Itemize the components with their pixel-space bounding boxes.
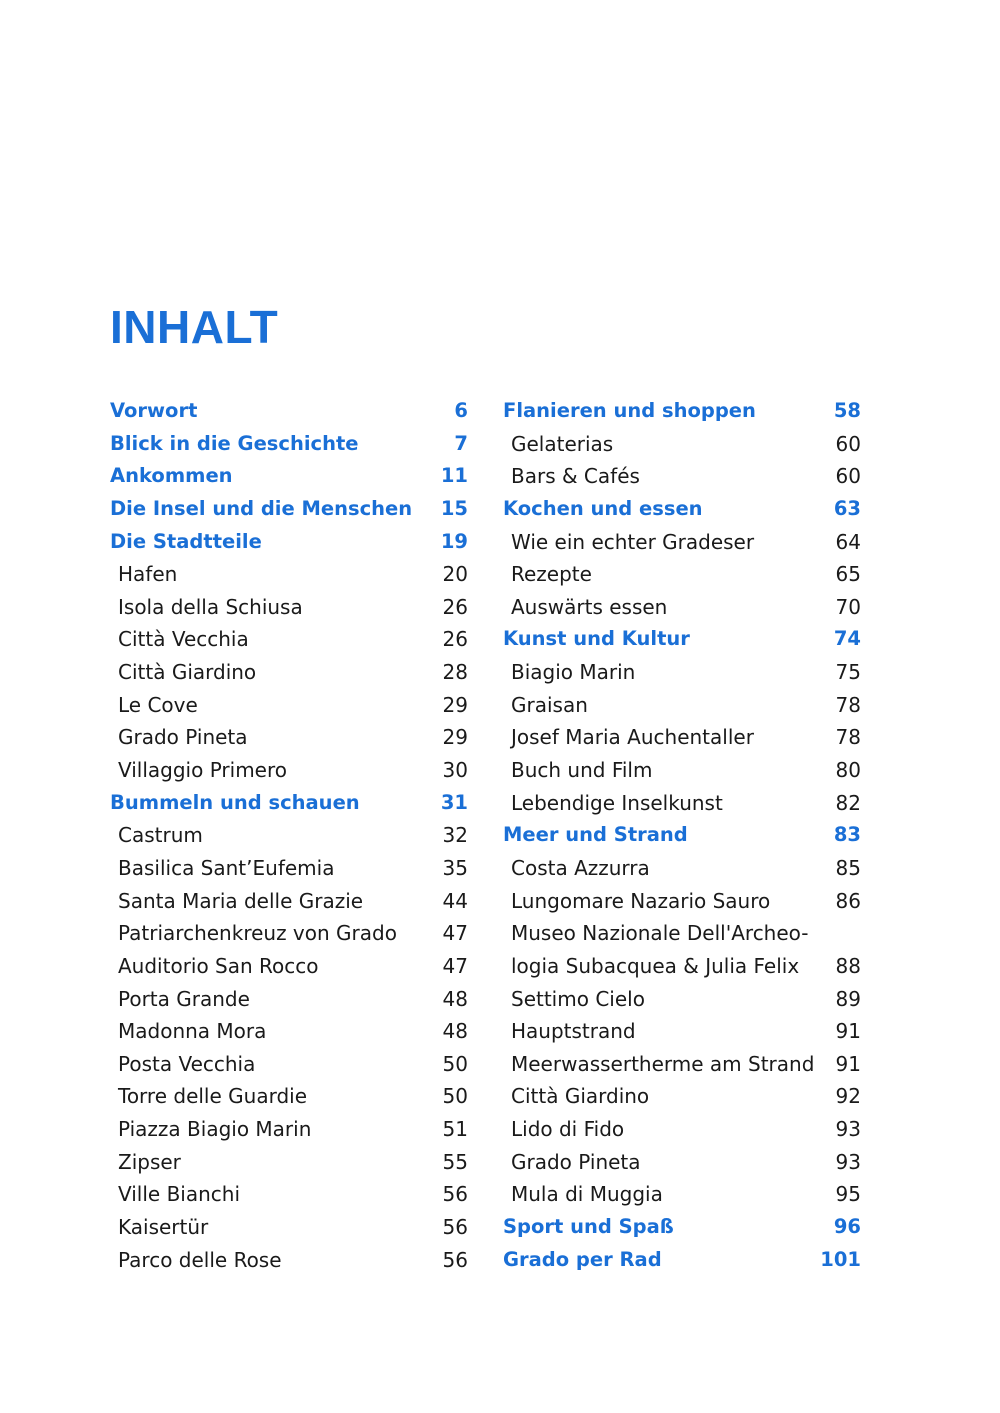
toc-page-number: 55 xyxy=(442,1149,468,1174)
toc-entry-label: Rezepte xyxy=(511,562,592,587)
toc-entry-label: logia Subacquea & Julia Felix xyxy=(511,953,800,978)
toc-entry-label: Auswärts essen xyxy=(511,594,668,619)
toc-page-number: 91 xyxy=(835,1019,861,1044)
toc-subentry xyxy=(503,460,861,493)
toc-page-number: 29 xyxy=(442,692,468,717)
toc-page-number: 47 xyxy=(442,921,468,946)
toc-entry-label: Biagio Marin xyxy=(511,660,636,685)
toc-page-number: 96 xyxy=(833,1215,861,1239)
toc-entry-label: Buch und Film xyxy=(511,758,653,783)
toc-page-number: 93 xyxy=(835,1149,861,1174)
toc-subentry xyxy=(503,526,861,559)
toc-subentry xyxy=(110,1244,468,1277)
toc-entry-label: Bummeln und schauen xyxy=(110,790,360,814)
toc-page-number: 26 xyxy=(442,594,468,619)
toc-entry-label: Settimo Cielo xyxy=(511,986,645,1011)
toc-entry-label: Meerwassertherme am Strand xyxy=(511,1051,815,1076)
toc-subentry xyxy=(110,1113,468,1146)
toc-page-number: 56 xyxy=(442,1247,468,1272)
toc-subentry xyxy=(503,950,861,983)
toc-entry-label: Grado Pineta xyxy=(511,1149,641,1174)
toc-page-number: 50 xyxy=(442,1051,468,1076)
toc-entry-label: Zipser xyxy=(118,1149,181,1174)
toc-page-number: 64 xyxy=(835,529,861,554)
toc-subentry xyxy=(110,591,468,624)
toc-page-number: 91 xyxy=(835,1051,861,1076)
toc-section-entry xyxy=(110,526,468,559)
toc-page-number: 50 xyxy=(442,1084,468,1109)
toc-page-number: 82 xyxy=(835,790,861,815)
toc-page-number: 83 xyxy=(833,823,861,847)
toc-page-number: 56 xyxy=(442,1215,468,1240)
toc-subentry xyxy=(110,852,468,885)
toc-entry-label: Basilica Sant’Eufemia xyxy=(118,855,335,880)
toc-entry-label: Bars & Cafés xyxy=(511,464,640,489)
toc-page-number: 60 xyxy=(835,431,861,456)
toc-subentry xyxy=(110,558,468,591)
toc-section-entry xyxy=(503,395,861,428)
toc-section-entry xyxy=(503,1211,861,1244)
page-title: INHALT xyxy=(110,301,279,353)
toc-section-entry xyxy=(110,428,468,461)
toc-page-number: 7 xyxy=(454,431,468,455)
toc-page-number: 93 xyxy=(835,1117,861,1142)
toc-subentry xyxy=(503,1113,861,1146)
toc-page-number: 35 xyxy=(442,855,468,880)
toc-entry-label: Museo Nazionale Dell'Archeo- xyxy=(511,921,809,946)
toc-page-number: 56 xyxy=(442,1182,468,1207)
toc-page-number: 31 xyxy=(440,790,468,814)
toc-entry-label: Lido di Fido xyxy=(511,1117,625,1142)
toc-subentry xyxy=(110,656,468,689)
toc-entry-label: Sport und Spaß xyxy=(503,1215,674,1239)
toc-subentry xyxy=(503,917,861,950)
toc-subentry xyxy=(110,754,468,787)
toc-entry-label: Città Giardino xyxy=(118,660,257,685)
toc-entry-label: Blick in die Geschichte xyxy=(110,431,359,455)
toc-subentry xyxy=(110,1211,468,1244)
toc-entry-label: Kaisertür xyxy=(118,1215,209,1240)
toc-page-number: 26 xyxy=(442,627,468,652)
toc-entry-label: Città Giardino xyxy=(511,1084,650,1109)
toc-subentry xyxy=(503,1146,861,1179)
toc-page-number: 60 xyxy=(835,464,861,489)
toc-page-number: 78 xyxy=(835,692,861,717)
toc-subentry xyxy=(110,819,468,852)
toc-subentry xyxy=(110,721,468,754)
toc-subentry xyxy=(503,1178,861,1211)
toc-page-number: 30 xyxy=(442,758,468,783)
toc-subentry xyxy=(503,1048,861,1081)
toc-entry-label: Ankommen xyxy=(110,464,233,488)
toc-section-entry xyxy=(503,623,861,656)
toc-entry-label: Hauptstrand xyxy=(511,1019,636,1044)
toc-entry-label: Grado per Rad xyxy=(503,1247,662,1271)
toc-subentry xyxy=(110,917,468,950)
toc-page-number: 29 xyxy=(442,725,468,750)
toc-page-number: 44 xyxy=(442,888,468,913)
toc-page-number: 19 xyxy=(440,529,468,553)
toc-entry-label: Costa Azzurra xyxy=(511,855,650,880)
toc-entry-label: Meer und Strand xyxy=(503,823,688,847)
toc-page-number: 85 xyxy=(835,855,861,880)
toc-subentry xyxy=(503,428,861,461)
toc-entry-label: Piazza Biagio Marin xyxy=(118,1117,312,1142)
toc-subentry xyxy=(503,787,861,820)
toc-subentry xyxy=(503,591,861,624)
toc-page-number: 78 xyxy=(835,725,861,750)
toc-section-entry xyxy=(110,493,468,526)
toc-entry-label: Wie ein echter Gradeser xyxy=(511,529,755,554)
toc-page-number: 74 xyxy=(833,627,861,651)
toc-entry-label: Kunst und Kultur xyxy=(503,627,690,651)
toc-page-number: 6 xyxy=(454,399,468,422)
toc-entry-label: Gelaterias xyxy=(511,431,614,456)
toc-page-number: 101 xyxy=(820,1247,861,1271)
toc-entry-label: Patriarchenkreuz von Grado xyxy=(118,921,397,946)
toc-page-number: 75 xyxy=(835,660,861,685)
toc-page-number: 20 xyxy=(442,562,468,587)
toc-page-number: 48 xyxy=(442,986,468,1011)
toc-right-column xyxy=(503,395,861,1276)
toc-entry-label: Mula di Muggia xyxy=(511,1182,663,1207)
toc-subentry xyxy=(110,950,468,983)
toc-entry-label: Torre delle Guardie xyxy=(118,1084,308,1109)
toc-subentry xyxy=(503,721,861,754)
toc-subentry xyxy=(503,689,861,722)
toc-subentry xyxy=(110,1178,468,1211)
toc-entry-label: Josef Maria Auchentaller xyxy=(511,725,754,750)
toc-section-entry xyxy=(503,819,861,852)
toc-entry-label: Porta Grande xyxy=(118,986,250,1011)
toc-left-column xyxy=(110,395,468,1276)
toc-page-number: 11 xyxy=(440,464,468,488)
toc-entry-label: Lungomare Nazario Sauro xyxy=(511,888,771,913)
toc-page-number: 65 xyxy=(835,562,861,587)
toc-entry-label: Lebendige Inselkunst xyxy=(511,790,723,815)
toc-section-entry xyxy=(110,460,468,493)
toc-subentry xyxy=(503,1080,861,1113)
toc-subentry xyxy=(503,558,861,591)
toc-section-entry xyxy=(503,493,861,526)
toc-entry-label: Castrum xyxy=(118,823,203,848)
toc-entry-label: Le Cove xyxy=(118,692,198,717)
toc-subentry xyxy=(110,1146,468,1179)
toc-page-number: 58 xyxy=(833,399,861,422)
toc-subentry xyxy=(503,983,861,1016)
toc-subentry xyxy=(110,623,468,656)
toc-subentry xyxy=(503,1015,861,1048)
toc-page-number: 80 xyxy=(835,758,861,783)
toc-entry-label: Ville Bianchi xyxy=(118,1182,241,1207)
toc-subentry xyxy=(503,754,861,787)
toc-entry-label: Die Stadtteile xyxy=(110,529,262,553)
toc-page-number: 63 xyxy=(833,496,861,520)
toc-subentry xyxy=(110,1080,468,1113)
toc-entry-label: Vorwort xyxy=(110,399,198,422)
toc-page-number: 88 xyxy=(835,953,861,978)
toc-page-number: 32 xyxy=(442,823,468,848)
toc-section-entry xyxy=(110,395,468,428)
toc-section-entry xyxy=(503,1244,861,1277)
toc-entry-label: Santa Maria delle Grazie xyxy=(118,888,364,913)
toc-subentry xyxy=(503,885,861,918)
toc-page-number: 89 xyxy=(835,986,861,1011)
toc-subentry xyxy=(110,1048,468,1081)
toc-subentry xyxy=(503,656,861,689)
toc-page-number: 70 xyxy=(835,594,861,619)
toc-subentry xyxy=(110,885,468,918)
toc-subentry xyxy=(503,852,861,885)
toc-page-number: 95 xyxy=(835,1182,861,1207)
toc-entry-label: Kochen und essen xyxy=(503,496,703,520)
toc-entry-label: Hafen xyxy=(118,562,178,587)
toc-entry-label: Città Vecchia xyxy=(118,627,249,652)
toc-subentry xyxy=(110,689,468,722)
toc-subentry xyxy=(110,983,468,1016)
toc-page-number: 92 xyxy=(835,1084,861,1109)
toc-page-number: 86 xyxy=(835,888,861,913)
toc-entry-label: Madonna Mora xyxy=(118,1019,267,1044)
toc-page-number: 48 xyxy=(442,1019,468,1044)
toc-page-number: 15 xyxy=(440,496,468,520)
toc-entry-label: Isola della Schiusa xyxy=(118,594,303,619)
toc-entry-label: Auditorio San Rocco xyxy=(118,953,319,978)
toc-entry-label: Graisan xyxy=(511,692,588,717)
toc-subentry xyxy=(110,1015,468,1048)
toc-page-number: 28 xyxy=(442,660,468,685)
toc-entry-label: Posta Vecchia xyxy=(118,1051,256,1076)
toc-page-number: 51 xyxy=(442,1117,468,1142)
toc-entry-label: Parco delle Rose xyxy=(118,1247,282,1272)
toc-entry-label: Villaggio Primero xyxy=(118,758,288,783)
toc-section-entry xyxy=(110,787,468,820)
toc-entry-label: Die Insel und die Menschen xyxy=(110,496,413,520)
toc-entry-label: Grado Pineta xyxy=(118,725,248,750)
toc-page-number: 47 xyxy=(442,953,468,978)
toc-entry-label: Flanieren und shoppen xyxy=(503,399,756,422)
